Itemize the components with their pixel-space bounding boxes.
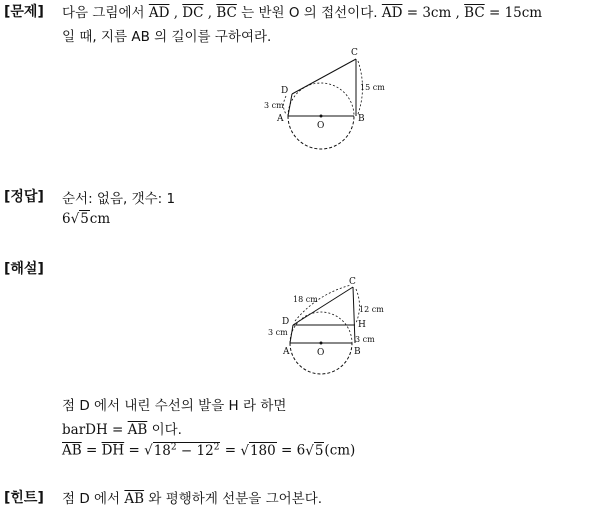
tangent-ad — [288, 94, 292, 116]
tangent-ad — [290, 325, 293, 343]
label-ch-length: 12 cm — [359, 305, 384, 314]
label-c: C — [351, 48, 358, 58]
label-a: A — [277, 114, 284, 124]
label-dc-length: 18 cm — [293, 295, 318, 304]
solution-label: [해설] — [4, 261, 44, 277]
label-bc-length: 15 cm — [360, 83, 385, 92]
label-h: H — [358, 320, 366, 330]
brace-ad — [284, 96, 287, 114]
hint-text: 점 D 에서 $\overline{AB}$ 와 평행하게 선분을 그어본다. — [62, 491, 323, 507]
label-d: D — [281, 86, 289, 96]
hint-label: [힌트] — [4, 490, 44, 506]
tangent-dc — [293, 287, 353, 325]
upper-dotted-arc — [288, 83, 354, 116]
label-d: D — [282, 317, 290, 327]
problem-label: [문제] — [4, 4, 44, 20]
center-dot — [320, 342, 323, 345]
label-c: C — [349, 277, 356, 287]
upper-dotted-arc — [290, 312, 352, 343]
label-b: B — [354, 347, 361, 357]
solution-text-line1: 점 D 에서 내린 수선의 발을 H 라 하면 — [62, 398, 287, 414]
problem-text-line1: 다음 그림에서 $\overline{AD}$ , $\overline{DC}$ , $\overline{BC}$ 는 반원 O 의 접선이다. $\overline{AD} = 3cm$ , $\overline{BC} = 15cm$ — [62, 5, 543, 21]
label-b: B — [358, 114, 365, 124]
answer-text-line1: 순서: 없음, 갯수: 1 — [62, 191, 176, 207]
label-o: O — [317, 121, 325, 131]
label-ad-length: 3 cm — [264, 101, 284, 110]
problem-text-line2: 일 때, 지름 AB 의 길이를 구하여라. — [62, 29, 272, 45]
solution-figure — [255, 276, 395, 378]
label-o: O — [317, 348, 325, 358]
solution-formula: $\overline{AB} = \overline{DH} = √18^2 - 12^2 = √180 = 6√5(cm)$ — [62, 442, 356, 459]
answer-label: [정답] — [4, 189, 44, 205]
label-a: A — [283, 347, 290, 357]
answer-value: 6√5cm — [62, 211, 111, 227]
problem-figure — [255, 44, 395, 156]
label-ad-length: 3 cm — [268, 328, 288, 337]
solution-text-line2: barDH = $\overline{AB}$ 이다. — [62, 422, 182, 438]
center-dot — [320, 115, 323, 118]
tangent-dc — [292, 59, 356, 94]
label-bh-length: 3 cm — [355, 335, 375, 344]
